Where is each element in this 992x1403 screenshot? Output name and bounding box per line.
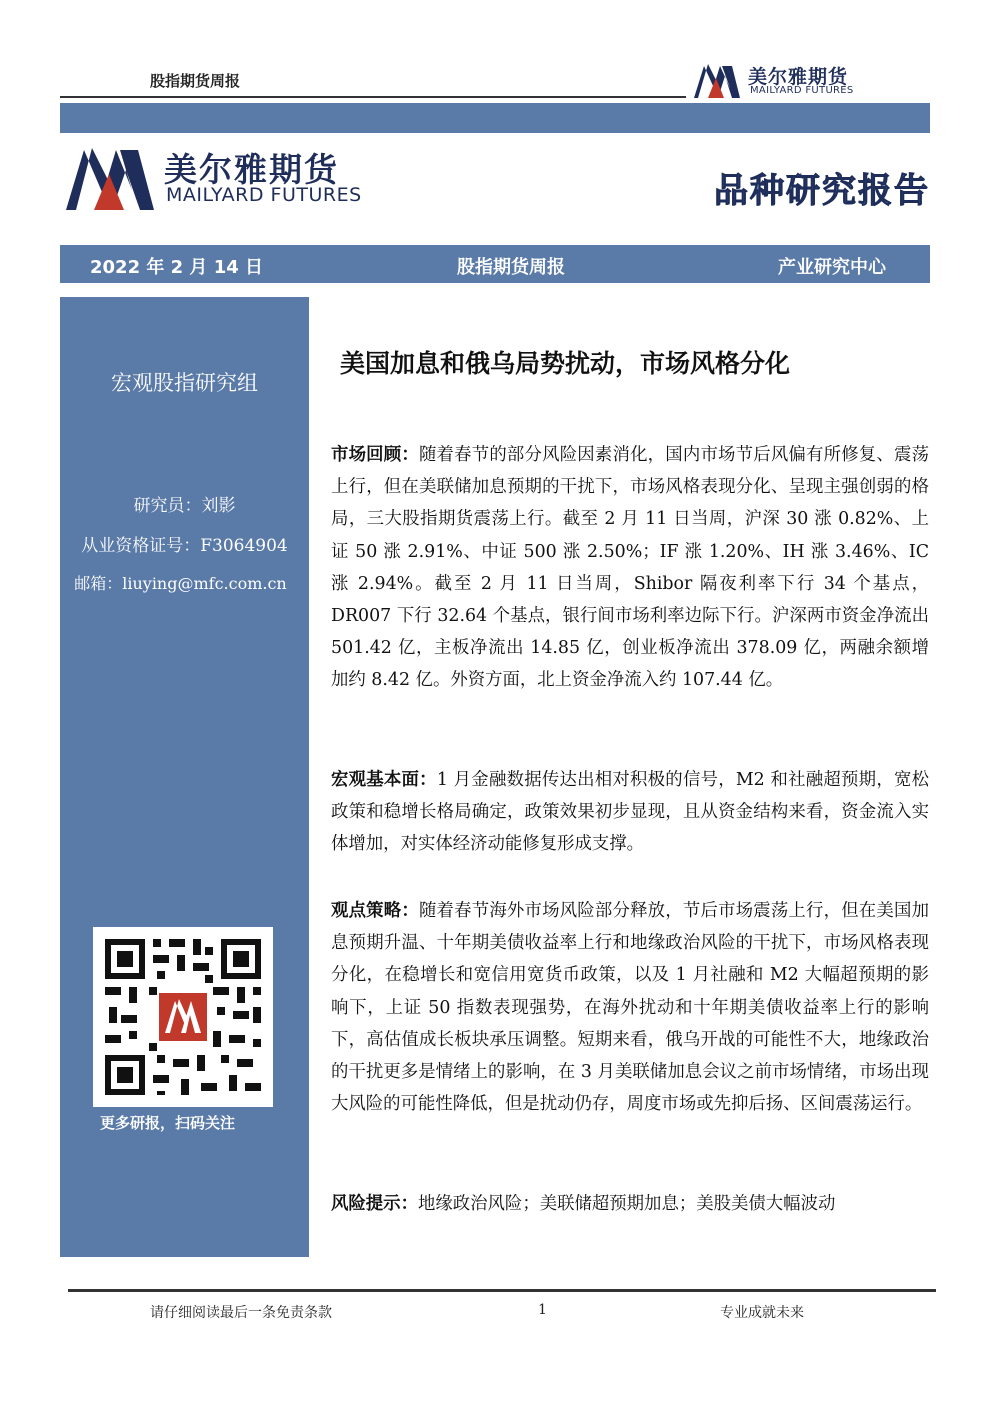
department: 产业研究中心 — [778, 257, 886, 278]
section-risk — [331, 1188, 929, 1220]
section-macro — [331, 764, 929, 861]
qr-code[interactable] — [93, 927, 273, 1107]
researcher: 研究员：刘影 — [133, 496, 236, 516]
brand-name-en: MAILYARD FUTURES — [166, 184, 362, 206]
report-headline: 美国加息和俄乌局势扰动，市场风格分化 — [340, 349, 791, 378]
qr-code-icon — [93, 927, 273, 1107]
logo-mark-icon — [64, 146, 156, 212]
page-number: 1 — [538, 1302, 547, 1318]
info-bar — [60, 245, 930, 283]
section-market-review — [331, 439, 929, 697]
brand-name-en: MAILYARD FUTURES — [750, 85, 854, 96]
qr-caption: 更多研报，扫码关注 — [100, 1114, 236, 1132]
section-text: 地缘政治风险；美联储超预期加息；美股美债大幅波动 — [417, 1194, 836, 1214]
brand-name-cn: 美尔雅期货 — [748, 66, 849, 88]
section-label: 风险提示： — [331, 1194, 418, 1214]
brand-name-cn: 美尔雅期货 — [164, 150, 339, 189]
header-logo — [692, 62, 932, 102]
report-type-title: 品种研究报告 — [714, 171, 930, 211]
header-rule — [60, 96, 686, 98]
report-date: 2022 年 2 月 14 日 — [90, 257, 264, 278]
sidebar — [60, 297, 309, 1257]
section-strategy — [331, 895, 929, 1120]
logo-mark-icon — [692, 62, 742, 100]
section-text: 1 月金融数据传达出相对积极的信号，M2 和社融超预期，宽松政策和稳增长格局确定，政策效果初步显现，且从资金结构来看，资金流入实体增加，对实体经济动能修复形成支撑。 — [331, 770, 929, 855]
section-label: 宏观基本面： — [331, 770, 437, 790]
research-group: 宏观股指研究组 — [111, 371, 258, 395]
section-label: 观点策略： — [331, 901, 419, 921]
license-number: 从业资格证号：F3064904 — [81, 536, 288, 556]
footer-slogan: 专业成就未来 — [720, 1305, 804, 1321]
footer-disclaimer: 请仔细阅读最后一条免责条款 — [150, 1305, 332, 1321]
running-title: 股指期货周报 — [150, 72, 241, 90]
section-label: 市场回顾： — [331, 445, 419, 465]
section-text: 随着春节海外市场风险部分释放，节后市场震荡上行，但在美国加息预期升温、十年期美债收益率上行和地缘政治风险的干扰下，市场风格表现分化，在稳增长和宽信用宽货币政策，以及 1 月社融和 M2 大幅超预期的影响下，上证 50 指数表现强势，在海外扰动和十年期美债收益率上行的影响下，高估值成长板块承压调整。短期来看，俄乌开战的可能性不大，地缘政治的干扰更多是情绪上的影响，在 3 月美联储加息会议之前市场情绪，市场出现大风险的可能性降低，但是扰动仍存，周度市场或先抑后扬、区间震荡运行。 — [331, 901, 929, 1115]
footer-rule — [68, 1289, 936, 1292]
main-logo — [60, 140, 372, 218]
section-text: 随着春节的部分风险因素消化，国内市场节后风偏有所修复、震荡上行，但在美联储加息预期的干扰下，市场风格表现分化、呈现主强创弱的格局，三大股指期货震荡上行。截至 2 月 11 日当周，沪深 30 涨 0.82%、上证 50 涨 2.91%、中证 500 涨 2.50%；IF 涨 1.20%、IH 涨 3.46%、IC 涨 2.94%。截至 2 月 11 日当周，Shibor 隔夜利率下行 34 个基点，DR007 下行 32.64 个基点，银行间市场利率边际下行。沪深两市资金净流出 501.42 亿，主板净流出 14.85 亿，创业板净流出 378.09 亿，两融余额增加约 8.42 亿。外资方面，北上资金净流入约 107.44 亿。 — [331, 445, 929, 691]
email: 邮箱：liuying@mfc.com.cn — [74, 574, 287, 593]
top-color-band — [60, 103, 930, 133]
report-category: 股指期货周报 — [457, 257, 565, 278]
